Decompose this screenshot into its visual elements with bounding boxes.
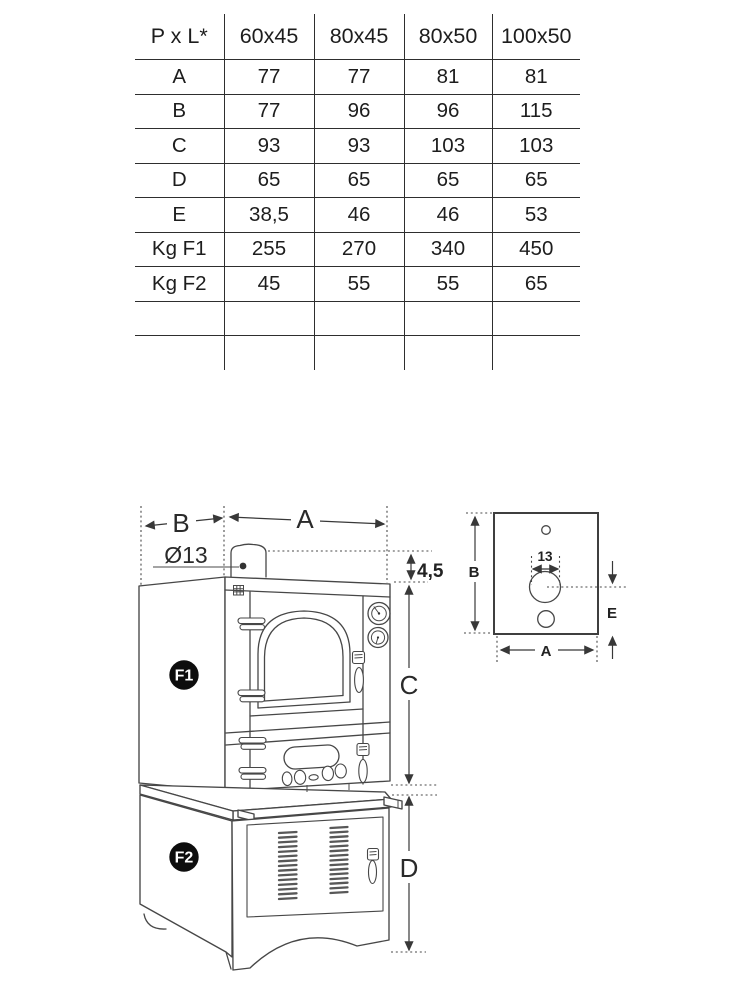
table-cell: 77 xyxy=(224,94,314,129)
dim-c-label: C xyxy=(399,670,419,700)
table-cell: 93 xyxy=(224,129,314,164)
table-cell: 77 xyxy=(224,60,314,95)
table-cell: 270 xyxy=(314,232,404,267)
panel-dim-a xyxy=(497,636,597,662)
panel-dim-b-label: B xyxy=(468,564,480,581)
row-label: D xyxy=(135,163,224,198)
door-hinge xyxy=(238,618,265,630)
column-header: 80x50 xyxy=(404,14,492,60)
table-cell: 55 xyxy=(314,267,404,302)
door-hinge xyxy=(239,738,266,750)
dim-a xyxy=(230,504,384,534)
column-header: 60x45 xyxy=(224,14,314,60)
stand-left-panel xyxy=(140,795,232,957)
dim-c xyxy=(391,586,437,785)
table-cell: 45 xyxy=(224,267,314,302)
gauge-bottom-icon xyxy=(368,628,388,648)
stand-unit xyxy=(140,795,389,970)
table-cell: 81 xyxy=(524,64,548,88)
row-label: C xyxy=(135,129,224,164)
table-cell: 103 xyxy=(404,129,492,164)
badge-f2-label: F2 xyxy=(174,849,194,867)
panel-outline xyxy=(494,513,598,634)
table-cell: 65 xyxy=(524,271,548,295)
table-cell: 38,5 xyxy=(224,198,314,233)
dim-45-label: 4,5 xyxy=(417,561,444,582)
table-cell: 96 xyxy=(404,94,492,129)
column-header: 100x50 xyxy=(500,24,572,48)
door-hinge xyxy=(238,690,265,702)
panel-dim-a-label: A xyxy=(540,643,552,660)
panel-dim-b xyxy=(464,513,492,633)
table-cell: 53 xyxy=(524,202,548,226)
table-cell: 340 xyxy=(404,232,492,267)
gauge-top-icon xyxy=(368,603,390,625)
chimney xyxy=(153,542,266,578)
chimney-hole-dot xyxy=(240,563,247,570)
badge-f1-label: F1 xyxy=(174,667,194,685)
vent-slots-right xyxy=(331,827,348,893)
badge-f1 xyxy=(169,660,198,689)
table-cell: 65 xyxy=(314,163,404,198)
table-cell: 450 xyxy=(519,237,554,261)
panel-dim-e-label: E xyxy=(606,605,618,622)
vent-slots-left xyxy=(279,832,297,899)
table-cell: 46 xyxy=(404,198,492,233)
dim-b-label: B xyxy=(172,508,190,538)
table-cell: 55 xyxy=(404,267,492,302)
row-label: B xyxy=(135,94,224,129)
dim-d-label: D xyxy=(399,853,419,883)
table-cell: 103 xyxy=(519,133,554,157)
row-label: A xyxy=(135,60,224,95)
badge-f2 xyxy=(169,842,198,871)
row-label: E xyxy=(135,198,224,233)
stand-door xyxy=(247,817,383,917)
chimney-diameter-label: Ø13 xyxy=(164,542,208,568)
table-cell: 77 xyxy=(314,60,404,95)
table-cell: 255 xyxy=(224,232,314,267)
table-cell: 46 xyxy=(314,198,404,233)
column-header: 80x45 xyxy=(314,14,404,60)
table-cell: 115 xyxy=(519,99,553,123)
table-cell: 93 xyxy=(314,129,404,164)
door-hinge xyxy=(239,768,266,780)
row-label: Kg F2 xyxy=(135,267,224,302)
dim-b xyxy=(146,508,222,538)
table-cell: 81 xyxy=(404,60,492,95)
table-cell: 65 xyxy=(224,163,314,198)
row-label: Kg F1 xyxy=(135,232,224,267)
column-header: P x L* xyxy=(135,14,224,60)
dim-chimney-height xyxy=(268,551,444,582)
panel-dim-13-label: 13 xyxy=(537,549,553,564)
panel-top-view xyxy=(464,513,628,662)
table-cell: 65 xyxy=(524,168,548,192)
table-cell: 96 xyxy=(314,94,404,129)
dim-d xyxy=(391,795,437,952)
dim-a-label: A xyxy=(296,504,314,534)
table-cell: 65 xyxy=(404,163,492,198)
